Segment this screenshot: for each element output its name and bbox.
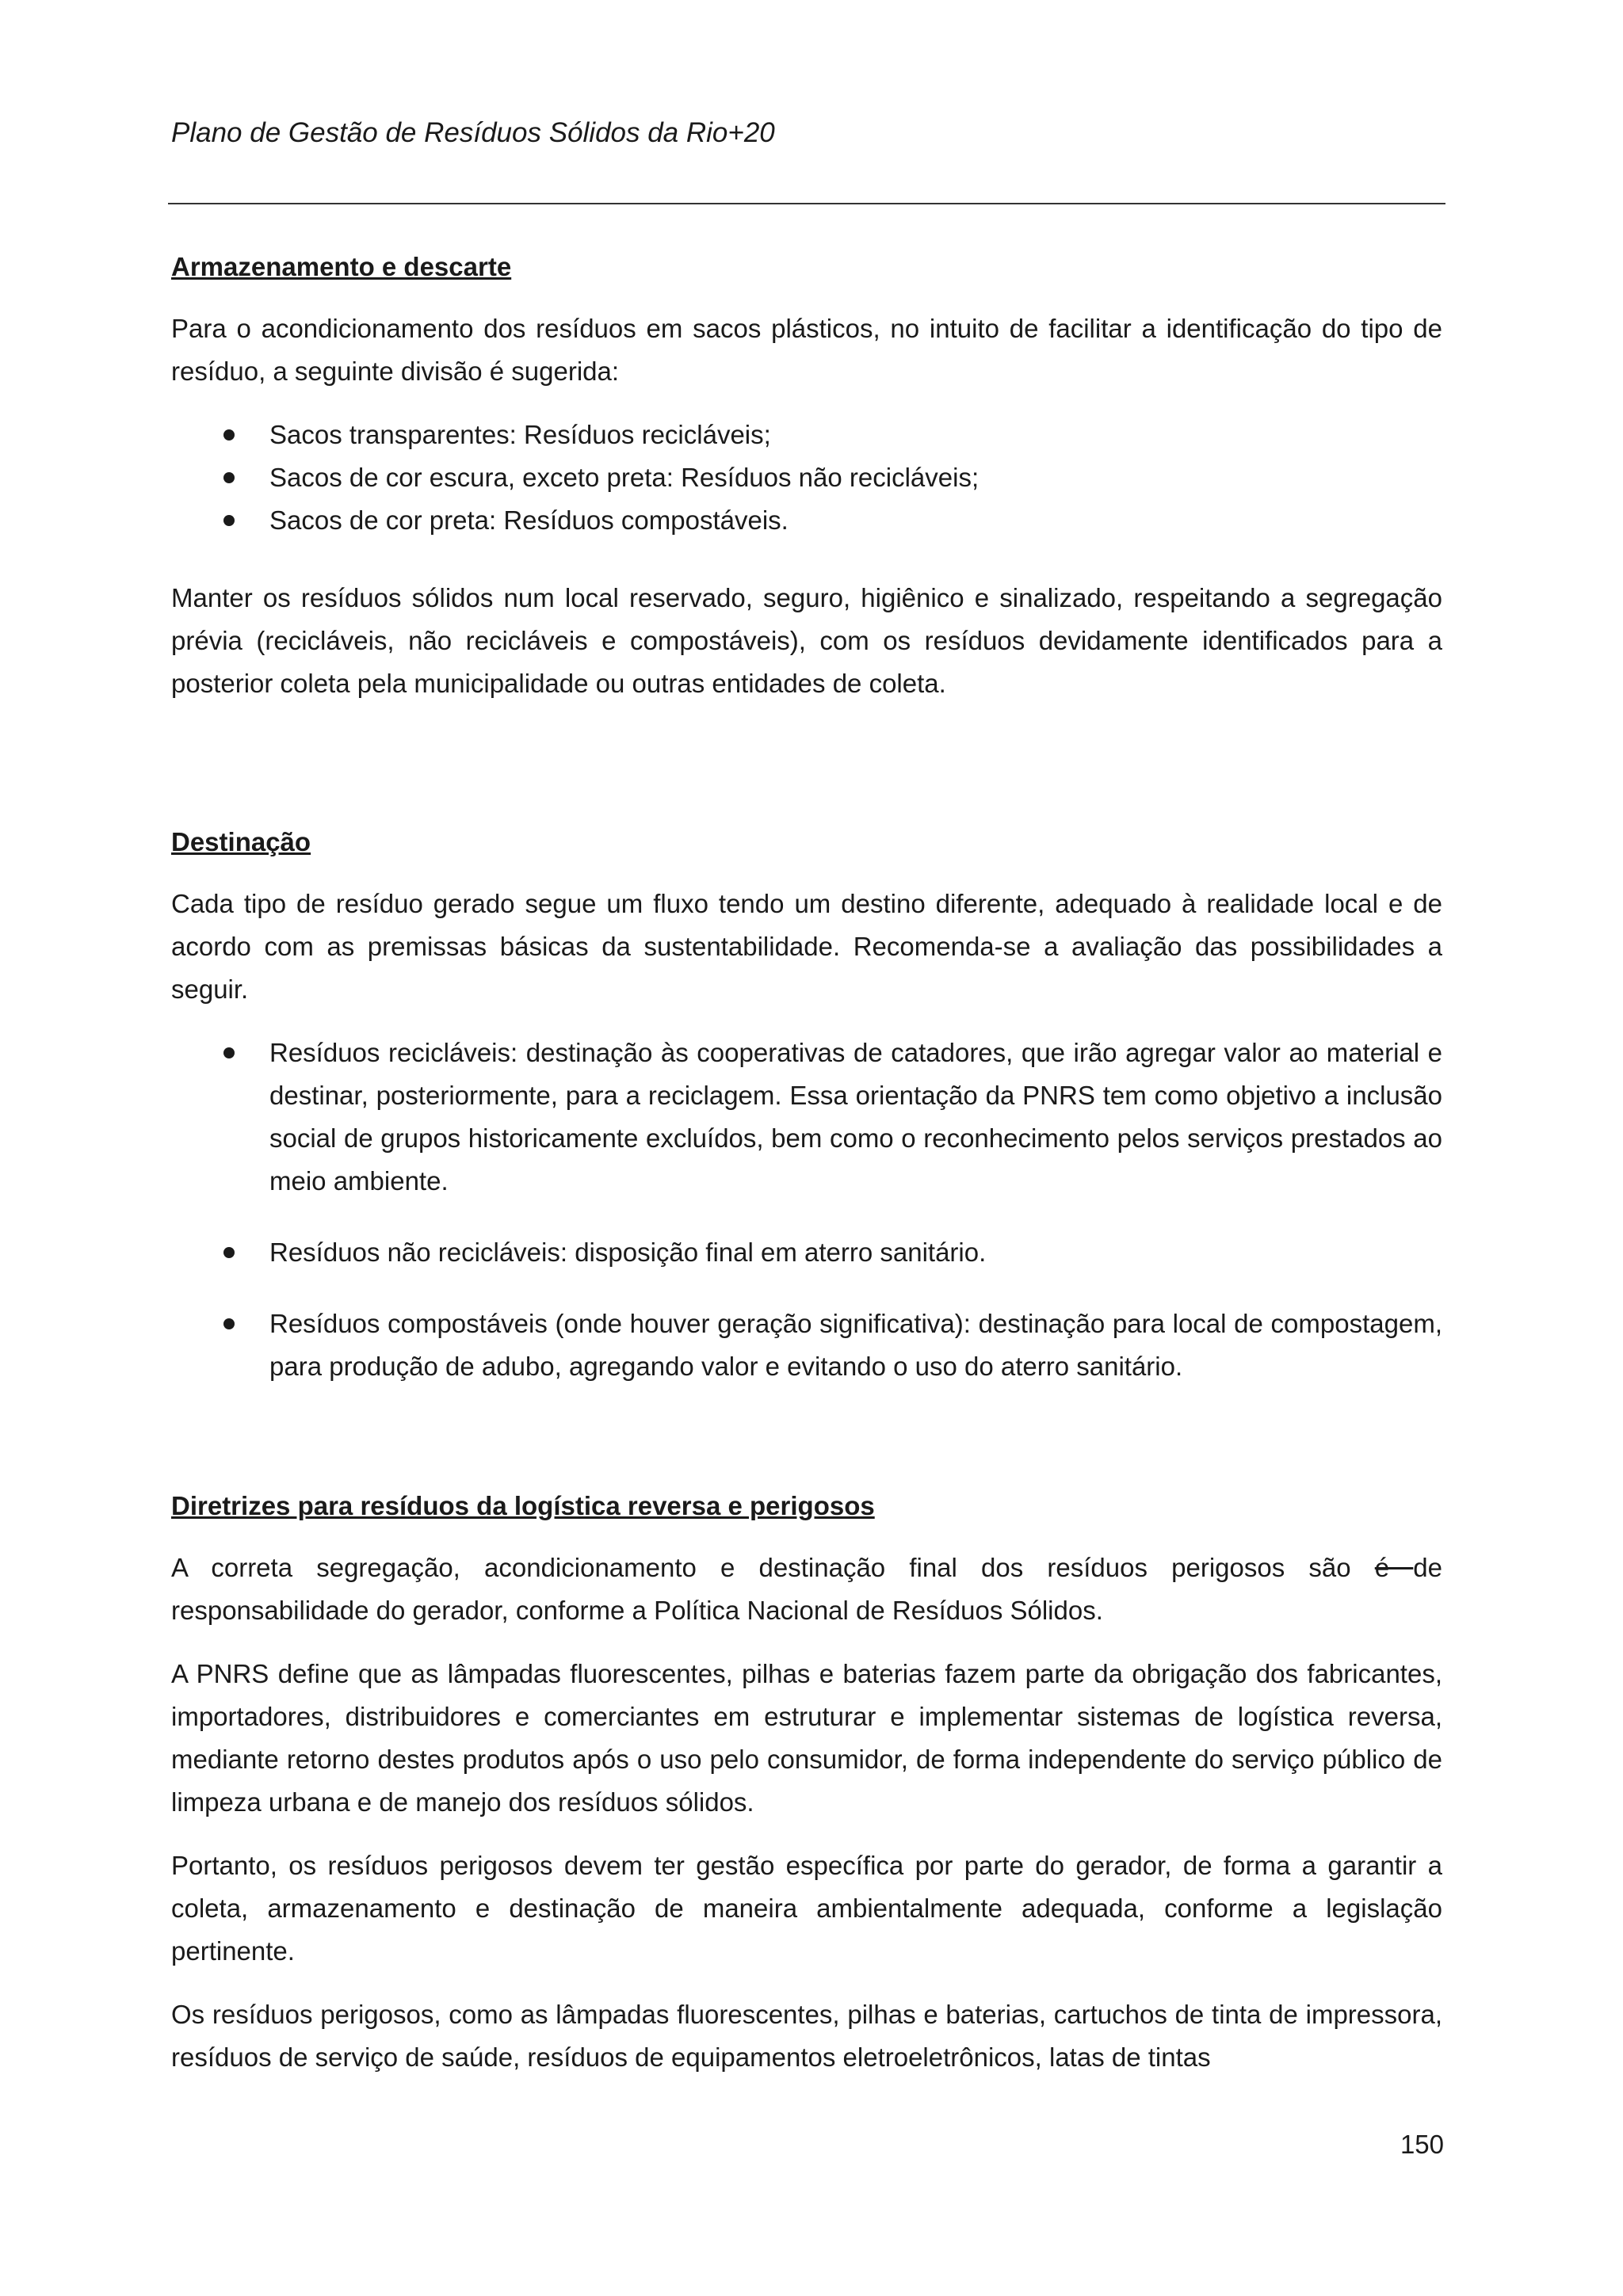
bullet-icon: [223, 1047, 235, 1058]
paragraph: Manter os resíduos sólidos num local reservado, seguro, higiênico e sinalizado, respeitando a segregação prévia (recicláveis, não recicláveis e compostáveis), com os resíduos devidamente identificados para a posterior coleta pela municipalidade ou outras entidades de coleta.: [171, 583, 1442, 698]
document-body: [171, 246, 1442, 2079]
section-heading-armazenamento: Armazenamento e descarte: [171, 252, 512, 281]
list-item-text: Sacos de cor escura, exceto preta: Resíduos não recicláveis;: [269, 463, 980, 492]
list-item: [171, 456, 1442, 499]
section-heading-diretrizes: Diretrizes para resíduos da logística reversa e perigosos: [171, 1491, 875, 1520]
bullet-icon: [223, 1247, 235, 1258]
list-item-text: Sacos de cor preta: Resíduos compostáveis.: [269, 505, 789, 535]
list-item-text: Resíduos recicláveis: destinação às cooperativas de catadores, que irão agregar valor ao material e destinar, posteriormente, para a reciclagem. Essa orientação da PNRS tem como objetivo a inclusão social de grupos historicamente excluídos, bem como o reconhecimento pelos serviços prestados ao meio ambiente.: [269, 1038, 1442, 1196]
list-item-text: Sacos transparentes: Resíduos recicláveis;: [269, 420, 771, 449]
paragraph: Portanto, os resíduos perigosos devem ter gestão específica por parte do gerador, de forma a garantir a coleta, armazenamento e destinação de maneira ambientalmente adequada, conforme a legislação pertinente.: [171, 1851, 1442, 1966]
running-header: Plano de Gestão de Resíduos Sólidos da Rio+20: [171, 117, 775, 148]
bullet-icon: [223, 472, 235, 483]
paragraph-text: de responsabilidade do gerador, conforme a Política Nacional de Resíduos Sólidos.: [171, 1553, 1442, 1625]
list-item: [171, 1302, 1442, 1388]
bullet-icon: [223, 1318, 235, 1329]
spacer: [171, 1409, 1442, 1485]
bullet-list: [171, 1032, 1442, 1388]
bullet-list: [171, 414, 1442, 542]
list-item: [171, 1231, 1442, 1274]
paragraph: A PNRS define que as lâmpadas fluorescentes, pilhas e baterias fazem parte da obrigação dos fabricantes, importadores, distribuidores e comerciantes em estruturar e implementar sistemas de logística reversa, mediante retorno destes produtos após o uso pelo consumidor, de forma independente do serviço público de limpeza urbana e de manejo dos resíduos sólidos.: [171, 1659, 1442, 1817]
page-number: 150: [1400, 2130, 1444, 2159]
paragraph: Cada tipo de resíduo gerado segue um fluxo tendo um destino diferente, adequado à realidade local e de acordo com as premissas básicas da sustentabilidade. Recomenda-se a avaliação das possibilidades a seguir.: [171, 889, 1442, 1004]
list-item-text: Resíduos não recicláveis: disposição final em aterro sanitário.: [269, 1238, 987, 1267]
paragraph: [171, 1547, 1442, 1632]
struck-text: é: [1374, 1553, 1414, 1582]
list-item: [171, 499, 1442, 542]
list-item-text: Resíduos compostáveis (onde houver geração significativa): destinação para local de compostagem, para produção de adubo, agregando valor e evitando o uso do aterro sanitário.: [269, 1309, 1442, 1381]
bullet-icon: [223, 515, 235, 526]
paragraph: Os resíduos perigosos, como as lâmpadas fluorescentes, pilhas e baterias, cartuchos de tinta de impressora, resíduos de serviço de saúde, resíduos de equipamentos eletroeletrônicos, latas de tintas: [171, 2000, 1442, 2072]
section-heading-destinacao: Destinação: [171, 827, 311, 856]
bullet-icon: [223, 429, 235, 441]
list-item: [171, 414, 1442, 456]
paragraph-text: A correta segregação, acondicionamento e destinação final dos resíduos perigosos são: [171, 1553, 1375, 1582]
header-divider: [168, 203, 1445, 204]
paragraph: Para o acondicionamento dos resíduos em sacos plásticos, no intuito de facilitar a identificação do tipo de resíduo, a seguinte divisão é sugerida:: [171, 314, 1442, 386]
list-item: [171, 1032, 1442, 1203]
spacer: [171, 726, 1442, 821]
